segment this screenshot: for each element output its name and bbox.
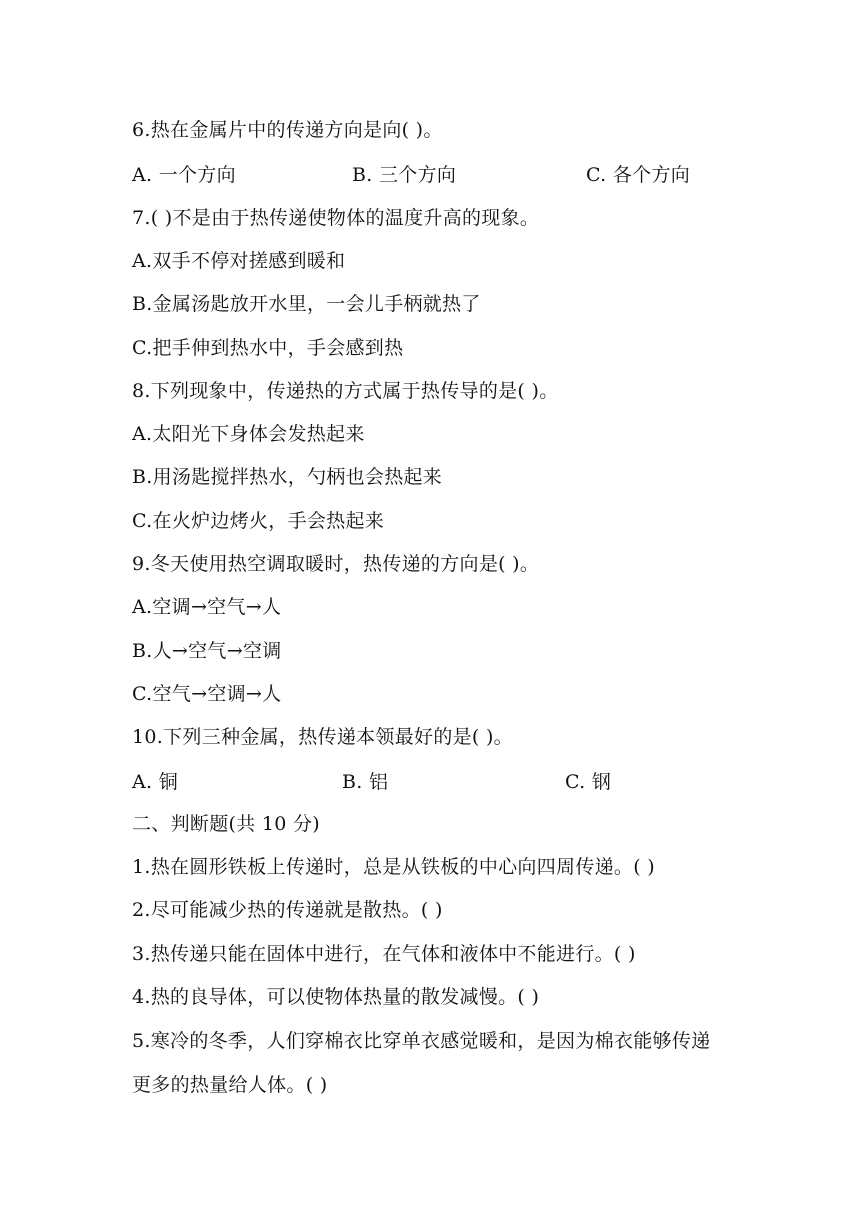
question-9-stem: 9.冬天使用热空调取暖时，热传递的方向是( )。 bbox=[132, 553, 540, 575]
question-8-option-a: A.太阳光下身体会发热起来 bbox=[132, 423, 365, 445]
question-9-option-a: A.空调→空气→人 bbox=[132, 596, 282, 618]
question-8-stem: 8.下列现象中，传递热的方式属于热传导的是( )。 bbox=[132, 380, 559, 402]
question-7-option-a: A.双手不停对搓感到暖和 bbox=[132, 250, 346, 272]
question-10-option-b: B. 铝 bbox=[342, 771, 389, 793]
judgment-item-3: 3.热传递只能在固体中进行，在气体和液体中不能进行。( ) bbox=[132, 943, 636, 965]
question-7-stem: 7.( )不是由于热传递使物体的温度升高的现象。 bbox=[132, 207, 540, 229]
question-8-option-c: C.在火炉边烤火，手会热起来 bbox=[132, 510, 385, 532]
judgment-item-5-continued: 更多的热量给人体。( ) bbox=[132, 1074, 328, 1096]
question-6-option-a: A. 一个方向 bbox=[132, 164, 236, 186]
question-8-option-b: B.用汤匙搅拌热水，勺柄也会热起来 bbox=[132, 466, 443, 488]
judgment-item-1: 1.热在圆形铁板上传递时，总是从铁板的中心向四周传递。( ) bbox=[132, 856, 655, 878]
judgment-item-2: 2.尽可能减少热的传递就是散热。( ) bbox=[132, 899, 443, 921]
question-7-option-c: C.把手伸到热水中，手会感到热 bbox=[132, 337, 404, 359]
section-2-heading: 二、判断题(共 10 分) bbox=[132, 813, 320, 835]
judgment-item-5: 5.寒冷的冬季，人们穿棉衣比穿单衣感觉暖和，是因为棉衣能够传递 bbox=[132, 1030, 711, 1052]
judgment-item-4: 4.热的良导体，可以使物体热量的散发减慢。( ) bbox=[132, 986, 540, 1008]
question-10-stem: 10.下列三种金属，热传递本领最好的是( )。 bbox=[132, 726, 513, 748]
question-6-option-b: B. 三个方向 bbox=[352, 164, 457, 186]
question-10-option-c: C. 钢 bbox=[565, 771, 612, 793]
question-9-option-c: C.空气→空调→人 bbox=[132, 683, 282, 705]
question-7-option-b: B.金属汤匙放开水里，一会儿手柄就热了 bbox=[132, 293, 481, 315]
question-10-option-a: A. 铜 bbox=[132, 771, 179, 793]
question-6-option-c: C. 各个方向 bbox=[586, 164, 691, 186]
question-6-stem: 6.热在金属片中的传递方向是向( )。 bbox=[132, 119, 443, 141]
question-9-option-b: B.人→空气→空调 bbox=[132, 640, 282, 662]
